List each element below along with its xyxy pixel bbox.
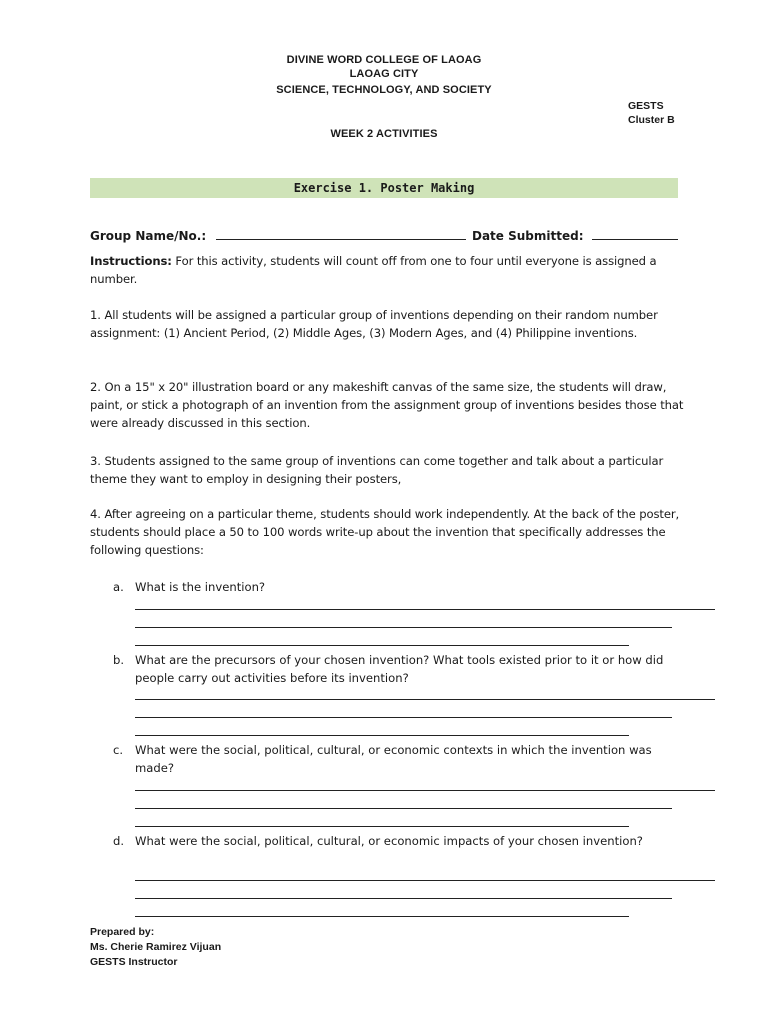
preparer-name: Ms. Cherie Ramirez Vijuan [90,941,222,953]
group-name-label: Group Name/No.: [90,229,207,243]
date-submitted-field [472,227,678,243]
step-3: 3. Students assigned to the same group of inventions can come together and talk about a particular theme they want to employ in designing their posters, [90,454,664,486]
question-b [113,651,683,687]
answer-line[interactable] [135,735,629,736]
question-a [113,578,683,596]
question-letter: d. [113,834,125,848]
week-title: WEEK 2 ACTIVITIES [330,128,438,140]
question-c [113,741,683,777]
step-1: 1. All students will be assigned a particular group of inventions depending on their random number assignment: (1) Ancient Period, (2) Middle Ages, (3) Modern Ages, and (4) Philippine inventions. [90,308,658,340]
answer-line[interactable] [135,717,672,718]
city-name: LAOAG CITY [349,68,419,80]
answer-line[interactable] [135,790,715,791]
question-letter: b. [113,653,125,667]
instructions-label: Instructions: [90,254,172,268]
answer-line[interactable] [135,898,672,899]
answer-line[interactable] [135,826,629,827]
answer-line[interactable] [135,627,672,628]
answer-line[interactable] [135,609,715,610]
course-code: GESTS [628,100,664,112]
step-4: 4. After agreeing on a particular theme, students should work independently. At the back of the poster, students should place a 50 to 100 words write-up about the invention that specifically addresses the following questions: [90,507,680,557]
course-title: SCIENCE, TECHNOLOGY, AND SOCIETY [276,84,492,96]
question-letter: a. [113,580,124,594]
group-name-field [90,227,466,243]
answer-line[interactable] [135,880,715,881]
prepared-by-label: Prepared by: [90,926,155,938]
answer-line[interactable] [135,916,629,917]
college-name: DIVINE WORD COLLEGE OF LAOAG [286,54,482,66]
answer-line[interactable] [135,808,672,809]
group-name-blank[interactable] [216,227,466,240]
instructions-text: For this activity, students will count off from one to four until everyone is assigned a number. [90,254,657,286]
date-submitted-label: Date Submitted: [472,229,584,243]
step-2: 2. On a 15" x 20" illustration board or any makeshift canvas of the same size, the students will draw, paint, or stick a photograph of an invention from the assignment group of inventions besides those that were already discussed in this section. [90,380,684,430]
cluster-label: Cluster B [628,114,675,126]
question-text: What were the social, political, cultural, or economic contexts in which the invention was made? [135,743,652,775]
answer-line[interactable] [135,645,629,646]
question-text: What is the invention? [135,580,266,594]
question-d [113,832,683,850]
exercise-title: Exercise 1. Poster Making [293,181,475,195]
date-submitted-blank[interactable] [592,227,678,240]
instructions [90,252,690,288]
answer-line[interactable] [135,699,715,700]
preparer-role: GESTS Instructor [90,956,178,968]
question-text: What are the precursors of your chosen invention? What tools existed prior to it or how did people carry out activities before its invention? [135,653,664,685]
exercise-banner [90,178,678,198]
question-text: What were the social, political, cultural, or economic impacts of your chosen invention? [135,834,643,848]
question-letter: c. [113,743,124,757]
